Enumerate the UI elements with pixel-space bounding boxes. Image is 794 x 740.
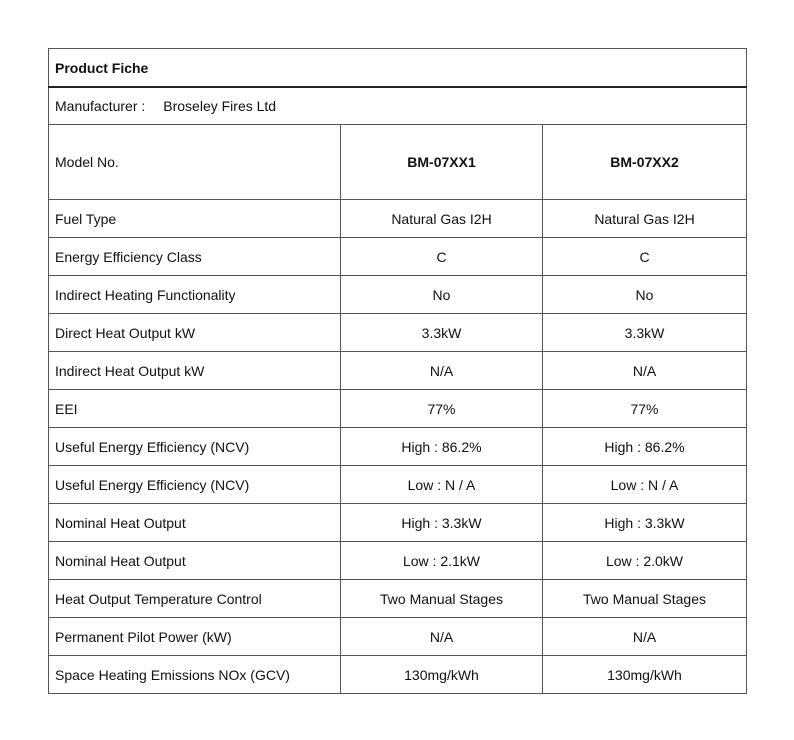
table-row xyxy=(49,352,747,390)
row-value-model-1: No xyxy=(341,276,543,314)
manufacturer-row xyxy=(49,87,747,125)
row-value-model-1: 77% xyxy=(341,390,543,428)
row-value-model-2: Two Manual Stages xyxy=(543,580,747,618)
manufacturer-cell xyxy=(49,87,747,125)
row-value-model-1: N/A xyxy=(341,352,543,390)
table-row xyxy=(49,656,747,694)
row-value-model-1: N/A xyxy=(341,618,543,656)
model-no-label: Model No. xyxy=(49,125,341,200)
row-value-model-1: 3.3kW xyxy=(341,314,543,352)
row-label: Permanent Pilot Power (kW) xyxy=(49,618,341,656)
row-label: Energy Efficiency Class xyxy=(49,238,341,276)
row-label: Useful Energy Efficiency (NCV) xyxy=(49,428,341,466)
row-value-model-1: High : 86.2% xyxy=(341,428,543,466)
row-label: Useful Energy Efficiency (NCV) xyxy=(49,466,341,504)
row-value-model-1: Low : N / A xyxy=(341,466,543,504)
model-1: BM-07XX1 xyxy=(341,125,543,200)
row-label: Indirect Heating Functionality xyxy=(49,276,341,314)
table-row xyxy=(49,390,747,428)
row-value-model-2: N/A xyxy=(543,618,747,656)
row-value-model-2: Natural Gas I2H xyxy=(543,200,747,238)
row-label: Fuel Type xyxy=(49,200,341,238)
table-row xyxy=(49,428,747,466)
row-value-model-2: Low : 2.0kW xyxy=(543,542,747,580)
row-value-model-2: No xyxy=(543,276,747,314)
manufacturer-value: Broseley Fires Ltd xyxy=(163,98,277,114)
row-value-model-1: C xyxy=(341,238,543,276)
row-value-model-1: Natural Gas I2H xyxy=(341,200,543,238)
row-value-model-1: High : 3.3kW xyxy=(341,504,543,542)
manufacturer-label: Manufacturer : xyxy=(55,98,146,114)
row-value-model-2: 3.3kW xyxy=(543,314,747,352)
table-row xyxy=(49,314,747,352)
table-row xyxy=(49,618,747,656)
row-value-model-2: 77% xyxy=(543,390,747,428)
table-row xyxy=(49,466,747,504)
product-fiche-table xyxy=(48,48,747,694)
table-row xyxy=(49,276,747,314)
row-label: Nominal Heat Output xyxy=(49,504,341,542)
row-value-model-2: C xyxy=(543,238,747,276)
row-value-model-1: Two Manual Stages xyxy=(341,580,543,618)
title-row xyxy=(49,49,747,88)
table-row xyxy=(49,238,747,276)
row-value-model-2: High : 86.2% xyxy=(543,428,747,466)
table-row xyxy=(49,580,747,618)
row-value-model-2: 130mg/kWh xyxy=(543,656,747,694)
row-label: Direct Heat Output kW xyxy=(49,314,341,352)
row-value-model-2: Low : N / A xyxy=(543,466,747,504)
table-row xyxy=(49,542,747,580)
row-value-model-2: High : 3.3kW xyxy=(543,504,747,542)
table-row xyxy=(49,504,747,542)
row-label: Heat Output Temperature Control xyxy=(49,580,341,618)
row-value-model-1: Low : 2.1kW xyxy=(341,542,543,580)
model-header-row xyxy=(49,125,747,200)
table-row xyxy=(49,200,747,238)
row-value-model-1: 130mg/kWh xyxy=(341,656,543,694)
row-value-model-2: N/A xyxy=(543,352,747,390)
model-2: BM-07XX2 xyxy=(543,125,747,200)
row-label: Indirect Heat Output kW xyxy=(49,352,341,390)
table-title: Product Fiche xyxy=(49,49,747,88)
row-label: EEI xyxy=(49,390,341,428)
row-label: Space Heating Emissions NOx (GCV) xyxy=(49,656,341,694)
row-label: Nominal Heat Output xyxy=(49,542,341,580)
